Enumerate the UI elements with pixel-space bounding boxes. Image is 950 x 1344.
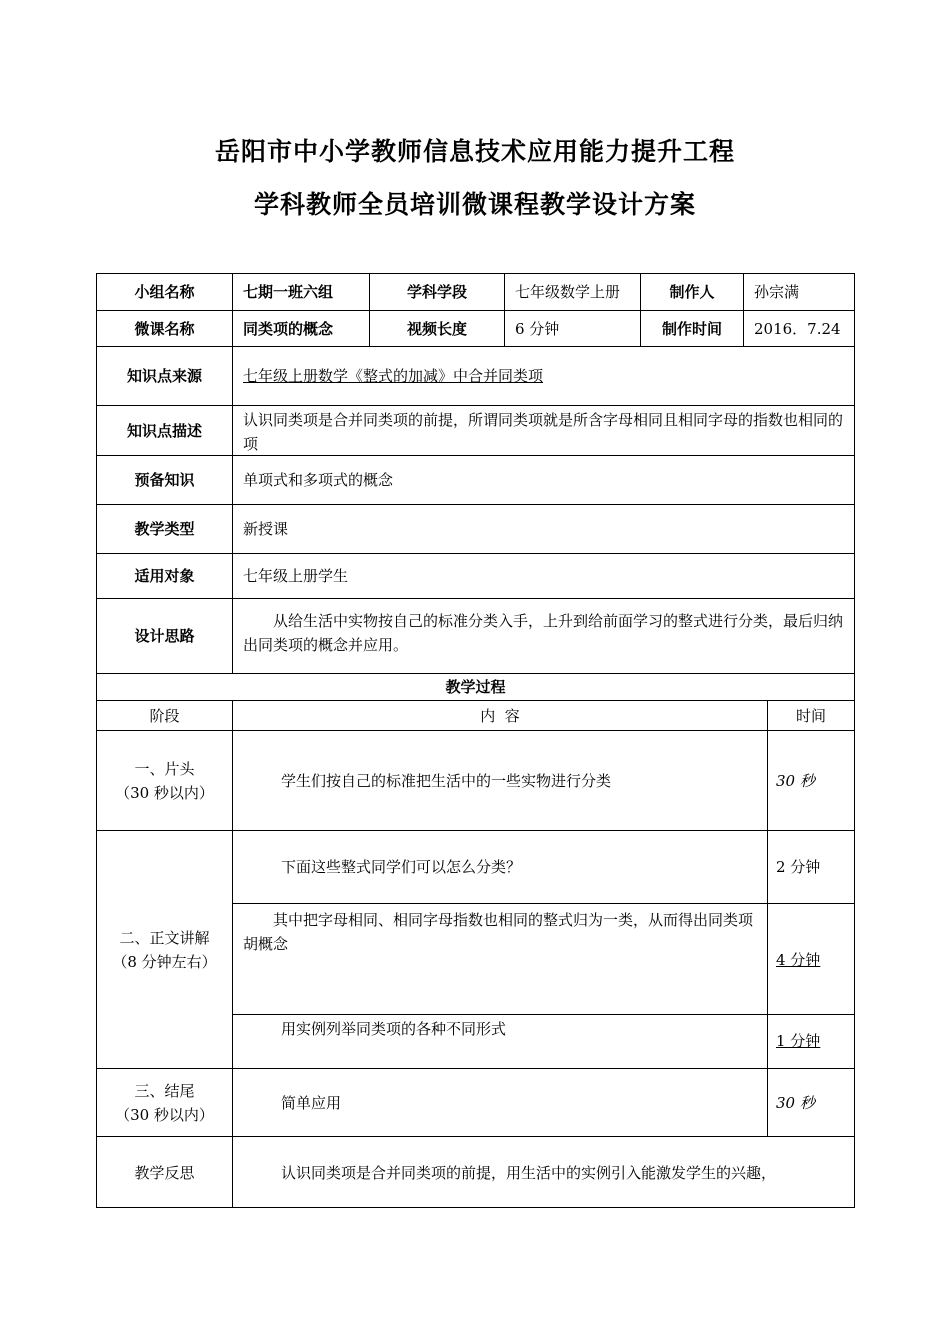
source-value: 七年级上册数学《整式的加减》中合并同类项: [243, 367, 544, 385]
audience-label: 适用对象: [96, 553, 233, 599]
length-value: 6 分钟: [504, 310, 641, 347]
stage2-content2: 其中把字母相同、相同字母指数也相同的整式归为一类，从而得出同类项胡概念: [232, 903, 768, 1015]
stage3-time: 30 秒: [767, 1068, 855, 1137]
col-stage-header: 阶段: [96, 700, 233, 731]
stage2-time1: 2 分钟: [767, 830, 855, 904]
stage1-cell: [96, 730, 233, 831]
source-label: 知识点来源: [96, 346, 233, 406]
type-value: 新授课: [232, 504, 855, 554]
course-label: 微课名称: [96, 310, 233, 347]
subject-value: 七年级数学上册: [504, 273, 641, 311]
design-label: 设计思路: [96, 598, 233, 674]
length-label: 视频长度: [369, 310, 505, 347]
col-content-header: 内 容: [232, 700, 768, 731]
prereq-label: 预备知识: [96, 455, 233, 505]
process-heading: 教学过程: [96, 673, 855, 701]
stage3-limit: （30 秒以内）: [115, 1105, 214, 1124]
stage1-content: 学生们按自己的标准把生活中的一些实物进行分类: [232, 730, 768, 831]
stage1-time: 30 秒: [767, 730, 855, 831]
stage2-content1: 下面这些整式同学们可以怎么分类？: [232, 830, 768, 904]
date-value: 2016．7.24: [743, 310, 855, 347]
audience-value: 七年级上册学生: [232, 553, 855, 599]
stage2-content3: 用实例列举同类项的各种不同形式: [232, 1014, 768, 1069]
document-title-line1: 岳阳市中小学教师信息技术应用能力提升工程: [214, 137, 735, 166]
author-value: 孙宗满: [743, 273, 855, 311]
date-label: 制作时间: [640, 310, 744, 347]
desc-value: 认识同类项是合并同类项的前提，所谓同类项就是所含字母相同且相同字母的指数也相同的项: [232, 405, 855, 456]
group-value: 七期一班六组: [232, 273, 370, 311]
stage1-limit: （30 秒以内）: [115, 783, 214, 802]
stage3-cell: [96, 1068, 233, 1137]
reflection-value: 认识同类项是合并同类项的前提，用生活中的实例引入能激发学生的兴趣，: [232, 1136, 855, 1208]
course-value: 同类项的概念: [232, 310, 370, 347]
desc-label: 知识点描述: [96, 405, 233, 456]
reflection-label: 教学反思: [96, 1136, 233, 1208]
stage2-time3-cell: [767, 1014, 855, 1069]
stage2-name: 二、正文讲解: [119, 928, 210, 947]
author-label: 制作人: [640, 273, 744, 311]
stage2-cell: [96, 830, 233, 1069]
source-cell: [232, 346, 855, 406]
stage3-name: 三、结尾: [134, 1081, 195, 1100]
type-label: 教学类型: [96, 504, 233, 554]
stage1-name: 一、片头: [134, 759, 195, 778]
group-label: 小组名称: [96, 273, 233, 311]
document-title-line2: 学科教师全员培训微课程教学设计方案: [253, 190, 696, 219]
stage2-time2-cell: [767, 903, 855, 1015]
design-value: 从给生活中实物按自己的标准分类入手，上升到给前面学习的整式进行分类，最后归纳出同类项的概念并应用。: [232, 598, 855, 674]
col-time-header: 时间: [767, 700, 855, 731]
stage2-limit: （8 分钟左右）: [112, 952, 217, 971]
stage2-time3: 1 分钟: [776, 1032, 821, 1050]
subject-label: 学科学段: [369, 273, 505, 311]
stage2-time2: 4 分钟: [776, 951, 821, 969]
prereq-value: 单项式和多项式的概念: [232, 455, 855, 505]
stage3-content: 简单应用: [232, 1068, 768, 1137]
